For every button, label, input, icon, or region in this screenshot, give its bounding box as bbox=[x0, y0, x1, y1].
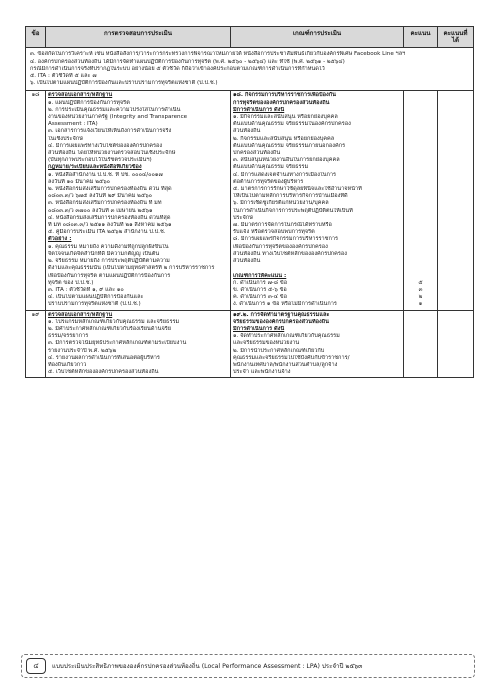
text-line: ๓. สนับสนุนหน่วยงานอื่นในการยกย่องบุคคล bbox=[233, 157, 340, 164]
header-score: คะแนน bbox=[404, 27, 438, 48]
text-line: จริยธรรมขององค์กรปกครองส่วนท้องถิ่น bbox=[233, 318, 329, 325]
header-score-got: คะแนนที่ได้ bbox=[438, 27, 474, 48]
text-line: การทุจริตขององค์กรปกครองส่วนท้องถิ่น bbox=[233, 99, 330, 106]
text-line: ๔. หนังสือกรมส่งเสริมการปกครองท้องถิ่น ด่วนที่สุด bbox=[48, 214, 171, 221]
assessment-table bbox=[25, 26, 474, 378]
text-line: ๑. แผนปฏิบัติการป้องกันการทุจริต bbox=[48, 99, 130, 106]
spacer bbox=[406, 100, 435, 107]
text-line: ในเชิงประจักษ์ bbox=[48, 135, 83, 142]
text-line: ในการดำเนินกิจการการประพฤติปฏิบัติตนให้เป็นที่ bbox=[233, 207, 353, 214]
spacer bbox=[406, 121, 435, 128]
text-line: ๑. จัดทำประกาศหลักเกณฑ์เกี่ยวกับคุณธรรม bbox=[233, 333, 340, 340]
score-criterion: ข. ดำเนินการ ๕-๖ ข้อ bbox=[233, 286, 287, 293]
spacer bbox=[406, 251, 435, 258]
spacer bbox=[406, 136, 435, 143]
spacer bbox=[406, 265, 435, 272]
spacer bbox=[406, 208, 435, 215]
text-line: ๓. เอกสารการแจ้งเวียนให้เห็นถึงการดำเนินการจริง bbox=[48, 128, 172, 135]
text-line: ที่ มท ๐๘๐๓.๓/ว ๒๕๑๑ ลงวันที่ ๒๑ สิงหาคม ๒๕๖๑ bbox=[48, 222, 172, 229]
text-line: ๔. รายงานผลการดำเนินการที่เสนอต่อผู้บริหาร bbox=[48, 354, 160, 361]
score-cell bbox=[404, 310, 438, 378]
process-cell bbox=[46, 91, 231, 310]
spacer bbox=[406, 229, 435, 236]
text-line: เพื่อป้องกันการทุจริตขององค์กรปกครอง bbox=[233, 243, 328, 250]
table-header-row bbox=[26, 27, 474, 48]
text-line: ๔. มีการเผยแพร่ทางเว็บไซต์ขององค์กรปกครอง bbox=[48, 142, 163, 149]
text-line: เพื่อป้องกันการทุจริต ตามแผนปฏิบัติการป้องกันการ bbox=[48, 272, 171, 279]
score-got-cell bbox=[438, 310, 474, 378]
text-line: ๔. มีการแสดงเจตจำนงทางการเมืองในการ bbox=[233, 171, 337, 178]
text-line: (บันทุกภาพประกอบไว้ในรัชตรวจประเมินฯ) bbox=[48, 157, 152, 164]
text-line: ตรวจสอบเอกสาร/หลักฐาน bbox=[48, 311, 113, 318]
text-line: จิตใจจนเกิดจิตสำนึกที่ดี มีความกตัญญู เป็นต้น bbox=[48, 250, 160, 257]
text-line: ๓. ITA : ตัวชี้วัดที่ ๑, ๙ และ ๑๐ bbox=[48, 286, 124, 293]
text-line: ๖. มีการเชิดชูเกียรติแก่หน่วยงาน/บุคคล bbox=[233, 200, 329, 207]
score-criterion: ก. ดำเนินการ ๗-๘ ข้อ bbox=[233, 279, 288, 286]
text-line: ส่วนท้องถิ่น ทางเว็บไซต์หลักขององค์กรปกครอง bbox=[233, 250, 347, 257]
text-line: พนักงานเทศบาล/พนักงานส่วนตำบล/ลูกจ้าง bbox=[233, 361, 338, 368]
text-line: ๑๙.๒. การจัดทำมาตรฐานคุณธรรมและ bbox=[233, 311, 330, 318]
text-line: ๒. กิจกรรมและสนับสนุน หรือยกย่องบุคคล bbox=[233, 135, 335, 142]
text-line: ๒. หนังสือกรมส่งเสริมการปกครองท้องถิ่น ด่วน ที่สุด bbox=[48, 186, 172, 193]
text-line: ให้เป็นไปตามหลักการบริหารกิจการบ้านเมืองที่ดี bbox=[233, 193, 348, 200]
page-footer bbox=[21, 654, 475, 678]
document-page bbox=[25, 26, 473, 378]
text-line: ๔. เป็นไปตามแผนปฏิบัติการป้องกันและ bbox=[48, 294, 144, 301]
text-line: ตัวอย่าง : bbox=[48, 236, 72, 243]
text-line: ๕. เว็บไซต์หลักขององค์กรปกครองส่วนท้องถิ่น bbox=[48, 369, 159, 376]
text-line: เกณฑ์การให้คะแนน : bbox=[233, 272, 287, 279]
text-line: มีการดำเนินการ ดังนี้ bbox=[233, 325, 285, 332]
criteria-cell bbox=[231, 310, 404, 378]
score-points: ๕ bbox=[418, 279, 423, 286]
text-line: ส่วนท้องถิ่น bbox=[233, 258, 261, 265]
text-line: รับแจ้ง หรือตรวจสอบพบการทุจริต bbox=[233, 229, 315, 236]
footer-title: แบบประเมินประสิทธิภาพขององค์กรปกครองส่วนท้องถิ่น (Local Performance Assessment : LPA) ประจำปี ๒๕๖๓ bbox=[52, 663, 363, 670]
text-line: ๓. มีการตรวจโน้มยุทธ์ประกาศหลักเกณฑ์ตามระเบียบงาน bbox=[48, 340, 187, 347]
text-line: ทุจริต ของ ป.ป.ช.) bbox=[48, 279, 94, 286]
spacer bbox=[406, 179, 435, 186]
text-line: ๑. โปรแกรมหลักเกณฑ์เกี่ยวกับคุณธรรม และจริยธรรม bbox=[48, 318, 180, 325]
text-line: ต้นแบบด้านคุณธรรม จริยธรรม bbox=[233, 164, 309, 171]
spacer bbox=[406, 236, 435, 243]
text-line: ๑. คุณธรรม หมายถึง ความดีงามที่ถูกปลูกฝังขึ้นใน bbox=[48, 243, 169, 250]
page-number: ๔ bbox=[26, 658, 46, 674]
score-points: ๑ bbox=[418, 301, 423, 308]
spacer bbox=[406, 200, 435, 207]
table-row bbox=[26, 91, 474, 310]
text-line: ๖. เป็นไปตามแผนปฏิบัติการป้องกันและปราบปรามการทุจริตแห่งชาติ (ป.ป.ช.) bbox=[30, 80, 218, 87]
row-number: ๑๘ bbox=[26, 91, 46, 310]
text-line: งานของหน่วยงานภาครัฐ (Integrity and Transparence bbox=[48, 114, 188, 121]
process-cell bbox=[46, 310, 231, 378]
intro-notes bbox=[26, 48, 474, 91]
text-line: ๐๘๐๓.๓/ว ๖๗๕ ลงวันที่ ๒๙ มีนาคม ๒๕๖๐ bbox=[48, 193, 153, 200]
score-points: ๒ bbox=[418, 294, 423, 301]
score-got-cell bbox=[438, 91, 474, 310]
text-line: ประจักษ์ bbox=[233, 214, 253, 221]
text-line: ต้นแบบด้านคุณธรรม จริยธรรมภายนอกองค์กร bbox=[233, 142, 346, 149]
text-line: ปกครองส่วนท้องถิ่น bbox=[233, 150, 281, 157]
text-line: และจริยธรรมของหน่วยงาน bbox=[233, 340, 300, 347]
text-line: ต่อต้านการทุจริตของผู้บริหาร bbox=[233, 178, 304, 185]
spacer bbox=[406, 186, 435, 193]
intro-row bbox=[26, 48, 474, 91]
spacer bbox=[406, 157, 435, 164]
spacer bbox=[406, 92, 435, 99]
text-line: ท้องถิ่นเกี่ยวกาว bbox=[48, 361, 87, 368]
spacer bbox=[406, 114, 435, 121]
spacer bbox=[406, 172, 435, 179]
text-line: ๓. หนังสือกรมส่งเสริมการปกครองท้องถิ่น ที่ มท bbox=[48, 200, 162, 207]
text-line: ลงวันที่ ๑๐ มีนาคม ๒๕๖๐ bbox=[48, 178, 111, 185]
spacer bbox=[406, 128, 435, 135]
text-line: ๒. จริยธรรม หมายถึง การประพฤติปฏิบัติตามความ bbox=[48, 258, 170, 265]
text-line: ๗. มีมาตรการจัดการในกรณีได้ทราบหรือ bbox=[233, 222, 332, 229]
text-line: ส่วนท้องถิ่น bbox=[233, 128, 261, 135]
criteria-cell bbox=[231, 91, 404, 310]
spacer bbox=[406, 193, 435, 200]
text-line: ๔. องค์กรปกครองส่วนท้องถิ่น ได้มีการจัดทำแผนปฏิบัติการป้องกันการทุจริต (พ.ศ. ๒๕๖๐ - ๒๕๖๔) และ ที่ใช้ (พ.ศ. ๒๕๖๑ - ๒๕๖๔) bbox=[30, 58, 345, 65]
header-process: การตรวจสอบการประเมิน bbox=[46, 27, 231, 48]
text-line: ๕. มาตรการการรักษาใช้ดุลยพินิจและใช้อำนาจหน้าที่ bbox=[233, 186, 362, 193]
text-line: ต้นแบบด้านคุณธรรม จริยธรรมในองค์กรปกครอง bbox=[233, 121, 351, 128]
score-criterion: ค. ดำเนินการ ๓-๔ ข้อ bbox=[233, 294, 287, 301]
text-line: คุณธรรมและจริยธรรมไปใช้บังคับกับข้าราชการ/ bbox=[233, 354, 350, 361]
spacer bbox=[406, 244, 435, 251]
text-line bbox=[233, 265, 401, 272]
spacer bbox=[406, 222, 435, 229]
score-points: ๓ bbox=[418, 286, 423, 293]
score-criterion: ง. ดำเนินการ ๑ ข้อ หรือไม่มีการดำเนินการ bbox=[233, 301, 337, 308]
text-line: ๐๘๐๓.๓/ว ๓๗๐๐ ลงวันที่ ๓ เมษายน ๒๕๖๑ bbox=[48, 207, 153, 214]
text-line: ดีงามและคุณธรรมนั้น (เป็นไปตามยุทธศาสตร์ที่ ๒ การบริหารราชการ bbox=[48, 265, 215, 272]
text-line: ๘. มีการเผยแพร่กิจกรรมการบริหารราชการ bbox=[233, 236, 338, 243]
header-no: ข้อ bbox=[26, 27, 46, 48]
text-line: ๑๘. กิจกรรมการบริหารราชการเพื่อป้องกัน bbox=[233, 92, 336, 99]
text-line: กฎหมาย/ระเบียบและหนังสือที่เกี่ยวข้อง bbox=[48, 164, 142, 171]
text-line: ๒. มีการนำประกาศหลักเกณฑ์เกี่ยวกับ bbox=[233, 347, 325, 354]
header-criteria: เกณฑ์การประเมิน bbox=[231, 27, 404, 48]
text-line: ๒. การประเมินคุณธรรมและความโปร่งใสในการดำเนิน bbox=[48, 106, 181, 113]
text-line: กรณีมีการดำเนินการจริงที่ปรากฏในระบบ อย่างน้อย ๕ ตัวชี้วัด ก็ถือว่าเข้าองค์ประกอบตามเกณฑ์การดำเนินการที่กำหนดไว้ bbox=[30, 65, 325, 72]
spacer bbox=[406, 164, 435, 171]
score-cell bbox=[404, 91, 438, 310]
text-line: มีการดำเนินการ ดังนี้ bbox=[233, 106, 285, 113]
row-number: ๑๙ bbox=[26, 310, 46, 378]
text-line: รายงานประจำปี พ.ศ. ๒๕๖๒ bbox=[48, 347, 117, 354]
spacer bbox=[406, 273, 435, 280]
text-line: ๕. คู่มือการประเมิน ITA ๒๕๖๒ สำนักงาน ป.ป.ช. bbox=[48, 229, 166, 236]
text-line: ๓. ข้อสกัดในการวิเคราะห์ เช่น หนังสือสั่งการ/วาระการกระทรวงการพิจารณาใหม่ภายใต้ หนังสือการประชาสัมพันธ์เกี่ยวกับองค์กรพิเศษ Facebook Line ฯลฯ bbox=[30, 51, 406, 58]
text-line: ๕. ITA : ตัวชี้วัดที่ ๕ และ ๗ bbox=[30, 73, 97, 80]
text-line: ปราบปรามการทุจริตแห่งชาติ (ป.ป.ช.) bbox=[48, 301, 141, 308]
text-line: Assessment : ITA) bbox=[48, 121, 98, 128]
spacer bbox=[406, 150, 435, 157]
table-row bbox=[26, 310, 474, 378]
text-line: ส่วนท้องถิ่น โดยให้หน่วยงานตรวจสอบในเชิงประจักษ์ bbox=[48, 150, 176, 157]
text-line: ๑. หนังสือสำนักงาน ป.ป.ช. ที่ ปช. ๐๐๐๔/๐๐๑๗ bbox=[48, 171, 163, 178]
spacer bbox=[406, 258, 435, 265]
spacer bbox=[406, 215, 435, 222]
text-line: ๒. มีคำประกาศหลักเกณฑ์เกี่ยวกับร้องเรียนด้านจริย bbox=[48, 325, 172, 332]
text-line: ธรรม/จรรยาการ bbox=[48, 333, 89, 340]
spacer bbox=[406, 107, 435, 114]
text-line: ตรวจสอบเอกสาร/หลักฐาน bbox=[48, 92, 113, 99]
text-line: ประจำ และพนักงานจ้าง bbox=[233, 369, 291, 376]
text-line: ๑. มีกิจกรรมและสนับสนุน หรือยกย่องบุคคล bbox=[233, 114, 338, 121]
spacer bbox=[406, 143, 435, 150]
